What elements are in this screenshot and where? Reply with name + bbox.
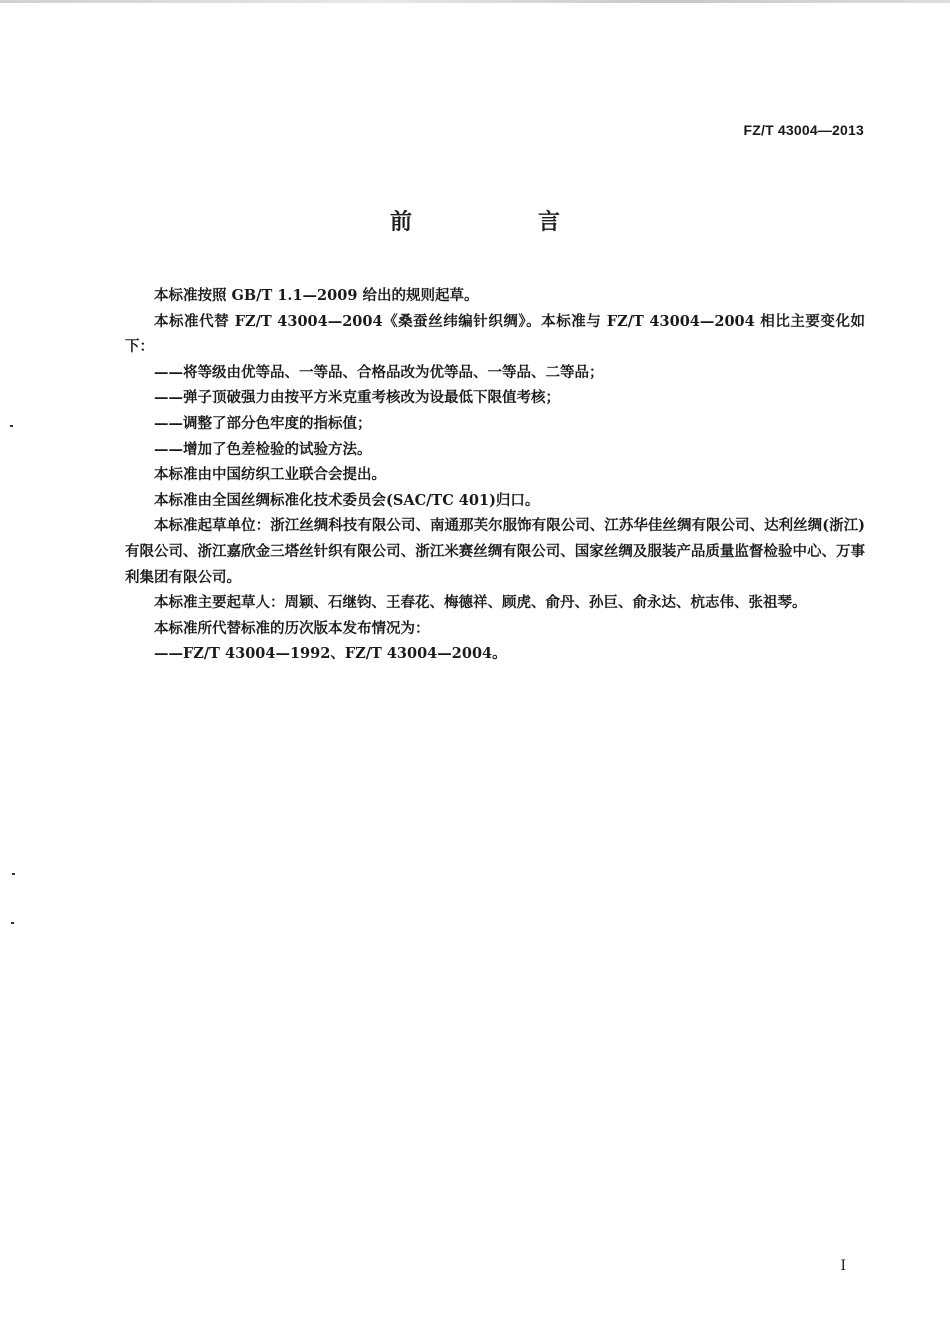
paragraph-previous-editions: 本标准所代替标准的历次版本发布情况为： [154, 619, 430, 637]
change-item-bursting-strength: ——弹子顶破强力由按平方米克重考核改为设最低下限值考核； [154, 389, 560, 407]
page-title: 前 言 [389, 210, 612, 235]
paragraph-drafters: 本标准主要起草人：周颖、石继钧、王春花、梅德祥、顾虎、俞丹、孙巨、俞永达、杭志伟、张祖琴。 [154, 594, 807, 612]
scan-speck [10, 425, 13, 427]
top-border-rule [0, 0, 950, 3]
paragraph-drafting-rule: 本标准按照 GB/T 1.1—2009 给出的规则起草。 [154, 287, 479, 304]
scan-speck [11, 922, 14, 924]
scan-speck [12, 873, 15, 875]
previous-editions-item: ——FZ/T 43004—1992、FZ/T 43004—2004。 [154, 645, 507, 663]
change-item-color-difference: ——增加了色差检验的试验方法。 [154, 440, 372, 458]
paragraph-drafting-units: 本标准起草单位：浙江丝绸科技有限公司、南通那芙尔服饰有限公司、江苏华佳丝绸有限公司、达利丝绸(浙江)有限公司、浙江嘉欣金三塔丝针织有限公司、浙江米赛丝绸有限公司、国家丝绸及服装产品质量监督检验中心、万事利集团有限公司。 [125, 517, 865, 586]
paragraph-proposed-by: 本标准由中国纺织工业联合会提出。 [154, 466, 386, 484]
page-number: I [840, 1258, 846, 1274]
change-item-grades: ——将等级由优等品、一等品、合格品改为优等品、一等品、二等品； [154, 363, 604, 381]
foreword-body [125, 283, 865, 667]
paragraph-replacement: 本标准代替 FZ/T 43004—2004《桑蚕丝纬编针织绸》。本标准与 FZ/T 43004—2004 相比主要变化如下： [125, 312, 865, 356]
standard-code: FZ/T 43004—2013 [743, 122, 864, 138]
change-item-color-fastness: ——调整了部分色牢度的指标值； [154, 414, 372, 432]
paragraph-under-jurisdiction: 本标准由全国丝绸标准化技术委员会(SAC/TC 401)归口。 [154, 491, 540, 509]
